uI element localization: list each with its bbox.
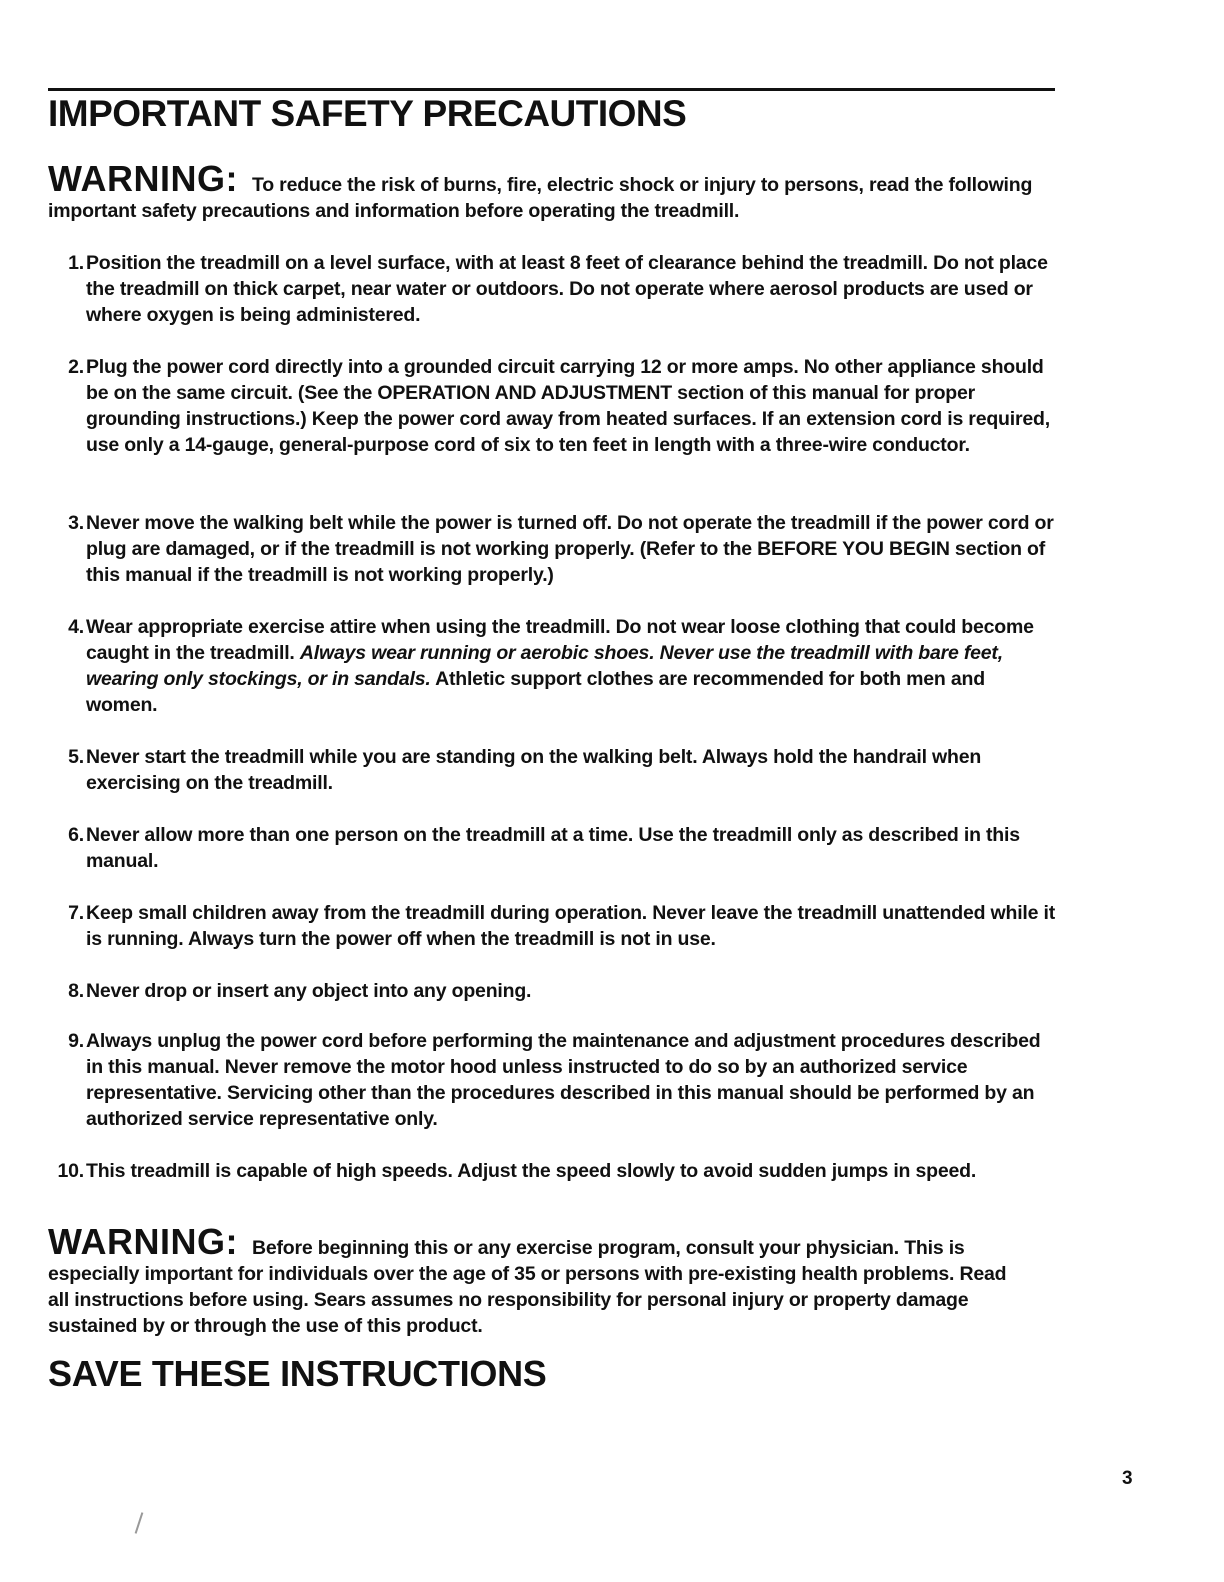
page-number: 3 — [1122, 1468, 1133, 1489]
item-text: Never start the treadmill while you are standing on the walking belt. Always hold the handrail when exercising on the treadmill. — [86, 746, 982, 794]
item-number: 4. — [68, 616, 84, 638]
list-item — [48, 978, 1058, 1004]
list-item — [48, 250, 1058, 328]
warning-top-label: WARNING: — [48, 158, 238, 199]
warning-top — [48, 158, 1058, 224]
item-number: 7. — [68, 902, 84, 924]
list-item — [48, 354, 1058, 458]
item-text: Never move the walking belt while the power is turned off. Do not operate the treadmill if the power cord or plug are damaged, or if the treadmill is not working properly. (Refer to the BEFORE YOU BEGIN section of this manual if the treadmill is not working properly.) — [86, 512, 1054, 586]
item-number: 8. — [68, 980, 84, 1002]
list-item — [48, 1028, 1058, 1132]
list-item — [48, 1158, 1058, 1184]
warning-bottom-text: Before beginning this or any exercise program, consult your physician. This is especially important for individuals over the age of 35 or persons with pre-existing health problems. Read all instructions before using. Sears assumes no responsibility for personal injury or property damage sustained by or through the use of this product. — [48, 1237, 1007, 1337]
item-number: 3. — [68, 512, 84, 534]
list-item — [48, 744, 1058, 796]
save-instructions-heading: SAVE THESE INSTRUCTIONS — [48, 1353, 547, 1394]
page-title: IMPORTANT SAFETY PRECAUTIONS — [48, 93, 687, 134]
item-number: 5. — [68, 746, 84, 768]
item-text: Plug the power cord directly into a grounded circuit carrying 12 or more amps. No other appliance should be on the same circuit. (See the OPERATION AND ADJUSTMENT section of this manual for proper grounding instructions.) Keep the power cord away from heated surfaces. If an extension cord is required, use only a 14-gauge, general-purpose cord of six to ten feet in length with a three-wire conductor. — [86, 356, 1050, 456]
item-number: 10. — [57, 1160, 84, 1182]
list-item — [48, 510, 1058, 588]
item-text: Position the treadmill on a level surface, with at least 8 feet of clearance behind the treadmill. Do not place the treadmill on thick carpet, near water or outdoors. Do not operate where aerosol products are used or where oxygen is being administered. — [86, 252, 1048, 326]
item-text: Never drop or insert any object into any opening. — [86, 980, 532, 1002]
item-text: This treadmill is capable of high speeds. Adjust the speed slowly to avoid sudden jumps in speed. — [86, 1160, 977, 1182]
list-item — [48, 900, 1058, 952]
title-rule — [48, 88, 1055, 91]
warning-bottom-label: WARNING: — [48, 1221, 238, 1262]
list-item — [48, 822, 1058, 874]
warning-bottom — [48, 1221, 1008, 1339]
item-number: 1. — [68, 252, 84, 274]
item-number: 6. — [68, 824, 84, 846]
list-item — [48, 614, 1058, 718]
item-number: 2. — [68, 356, 84, 378]
stray-pen-mark — [135, 1512, 144, 1534]
item-text-part: Wear appropriate exercise attire when using the treadmill. Do not wear loose clothing that could become caught in the treadmill. — [86, 616, 1034, 664]
item-text — [86, 614, 1058, 718]
item-text: Always unplug the power cord before performing the maintenance and adjustment procedures described in this manual. Never remove the motor hood unless instructed to do so by an authorized service representative. Servicing other than the procedures described in this manual should be performed by an authorized service representative only. — [86, 1030, 1041, 1130]
item-text-part: Athletic support clothes are recommended for both men and women. — [86, 668, 985, 716]
item-number: 9. — [68, 1030, 84, 1052]
item-text-emphasis: Always wear running or aerobic shoes. Never use the treadmill with bare feet, wearing only stockings, or in sandals. — [86, 642, 1003, 690]
item-text: Never allow more than one person on the treadmill at a time. Use the treadmill only as described in this manual. — [86, 824, 1020, 872]
warning-top-text: To reduce the risk of burns, fire, electric shock or injury to persons, read the following important safety precautions and information before operating the treadmill. — [48, 174, 1033, 222]
item-text: Keep small children away from the treadmill during operation. Never leave the treadmill unattended while it is running. Always turn the power off when the treadmill is not in use. — [86, 902, 1056, 950]
